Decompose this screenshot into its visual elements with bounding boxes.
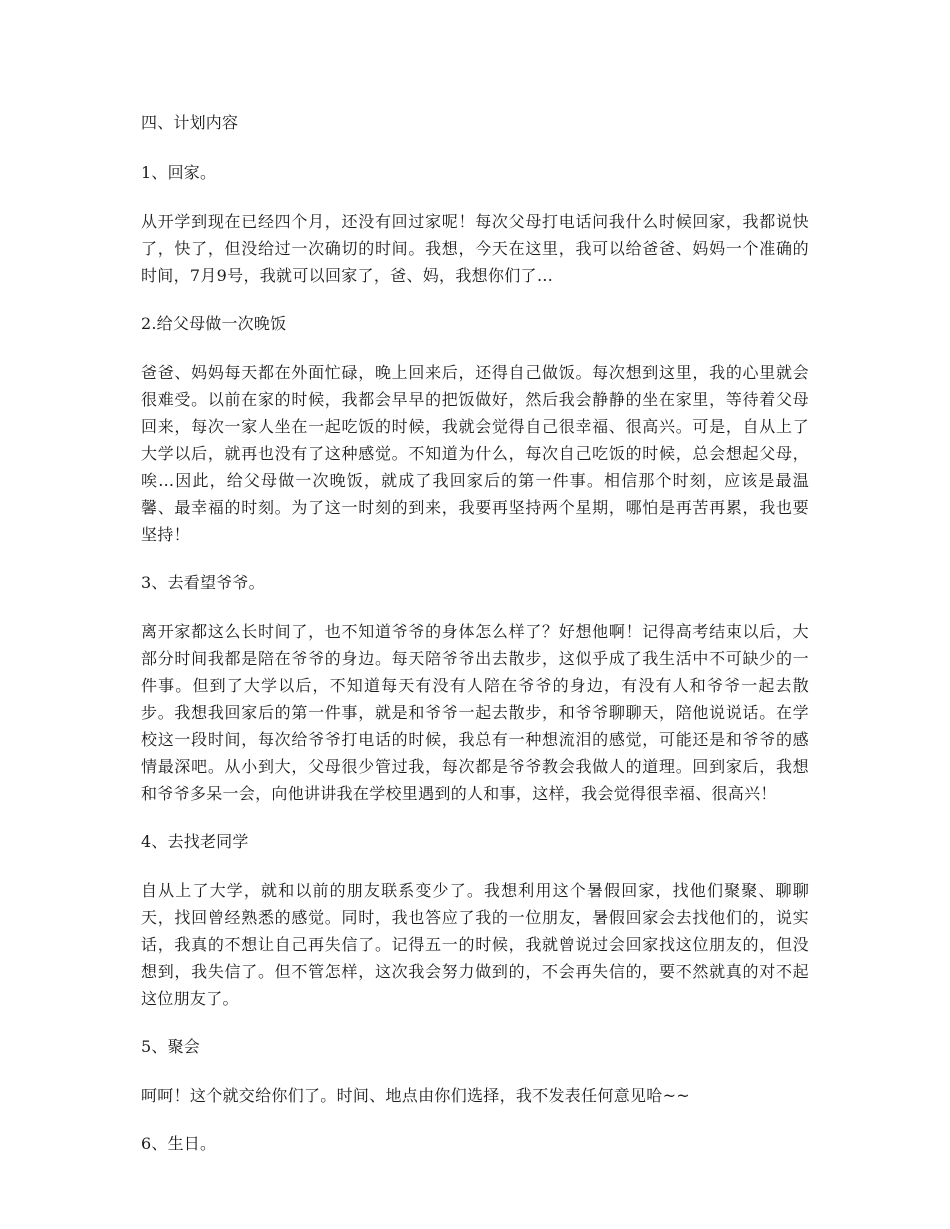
item-body-gathering: 呵呵！这个就交给你们了。时间、地点由你们选择，我不发表任何意见哈~~ (141, 1086, 691, 1105)
section-title: 四、计划内容 (141, 113, 239, 132)
item-body-classmates: 自从上了大学，就和以前的朋友联系变少了。我想利用这个暑假回家，找他们聚聚、聊聊天，找回曾经熟悉的感觉。同时，我也答应了我的一位朋友，暑假回家会去找他们的，说实话，我真的不想让自己再失信了。记得五一的时候，我就曾说过会回家找这位朋友的，但没想到，我失信了。但不管怎样，这次我会努力做到的，不会再失信的，要不然就真的对不起这位朋友了。 (141, 881, 809, 1008)
item-heading-grandpa: 3、去看望爷爷。 (141, 573, 265, 592)
item-heading-gathering: 5、聚会 (141, 1037, 200, 1056)
item-body-home: 从开学到现在已经四个月，还没有回过家呢！每次父母打电话问我什么时候回家，我都说快了，快了，但没给过一次确切的时间。我想，今天在这里，我可以给爸爸、妈妈一个准确的时间，7月9号，我就可以回家了，爸、妈，我想你们了… (141, 212, 809, 285)
item-heading-birthday: 6、生日。 (141, 1134, 217, 1153)
item-body-dinner: 爸爸、妈妈每天都在外面忙碌，晚上回来后，还得自己做饭。每次想到这里，我的心里就会很难受。以前在家的时候，我都会早早的把饭做好，然后我会静静的坐在家里，等待着父母回来，每次一家人坐在一起吃饭的时候，我就会觉得自己很幸福、很高兴。可是，自从上了大学以后，就再也没有了这种感觉。不知道为什么，每次自己吃饭的时候，总会想起父母，唉…因此，给父母做一次晚饭，就成了我回家后的第一件事。相信那个时刻，应该是最温馨、最幸福的时刻。为了这一时刻的到来，我要再坚持两个星期，哪怕是再苦再累，我也要坚持！ (141, 363, 809, 544)
document-body (141, 108, 809, 1179)
item-heading-dinner: 2.给父母做一次晚饭 (141, 314, 287, 333)
item-body-grandpa: 离开家都这么长时间了，也不知道爷爷的身体怎么样了？好想他啊！记得高考结束以后，大部分时间我都是陪在爷爷的身边。每天陪爷爷出去散步，这似乎成了我生活中不可缺少的一件事。但到了大学以后，不知道每天有没有人陪在爷爷的身边，有没有人和爷爷一起去散步。我想我回家后的第一件事，就是和爷爷一起去散步，和爷爷聊聊天，陪他说说话。在学校这一段时间，每次给爷爷打电话的时候，我总有一种想流泪的感觉，可能还是和爷爷的感情最深吧。从小到大，父母很少管过我，每次都是爷爷教会我做人的道理。回到家后，我想和爷爷多呆一会，向他讲讲我在学校里遇到的人和事，这样，我会觉得很幸福、很高兴！ (141, 622, 809, 803)
item-heading-home: 1、回家。 (141, 163, 217, 182)
item-heading-classmates: 4、去找老同学 (141, 832, 249, 851)
